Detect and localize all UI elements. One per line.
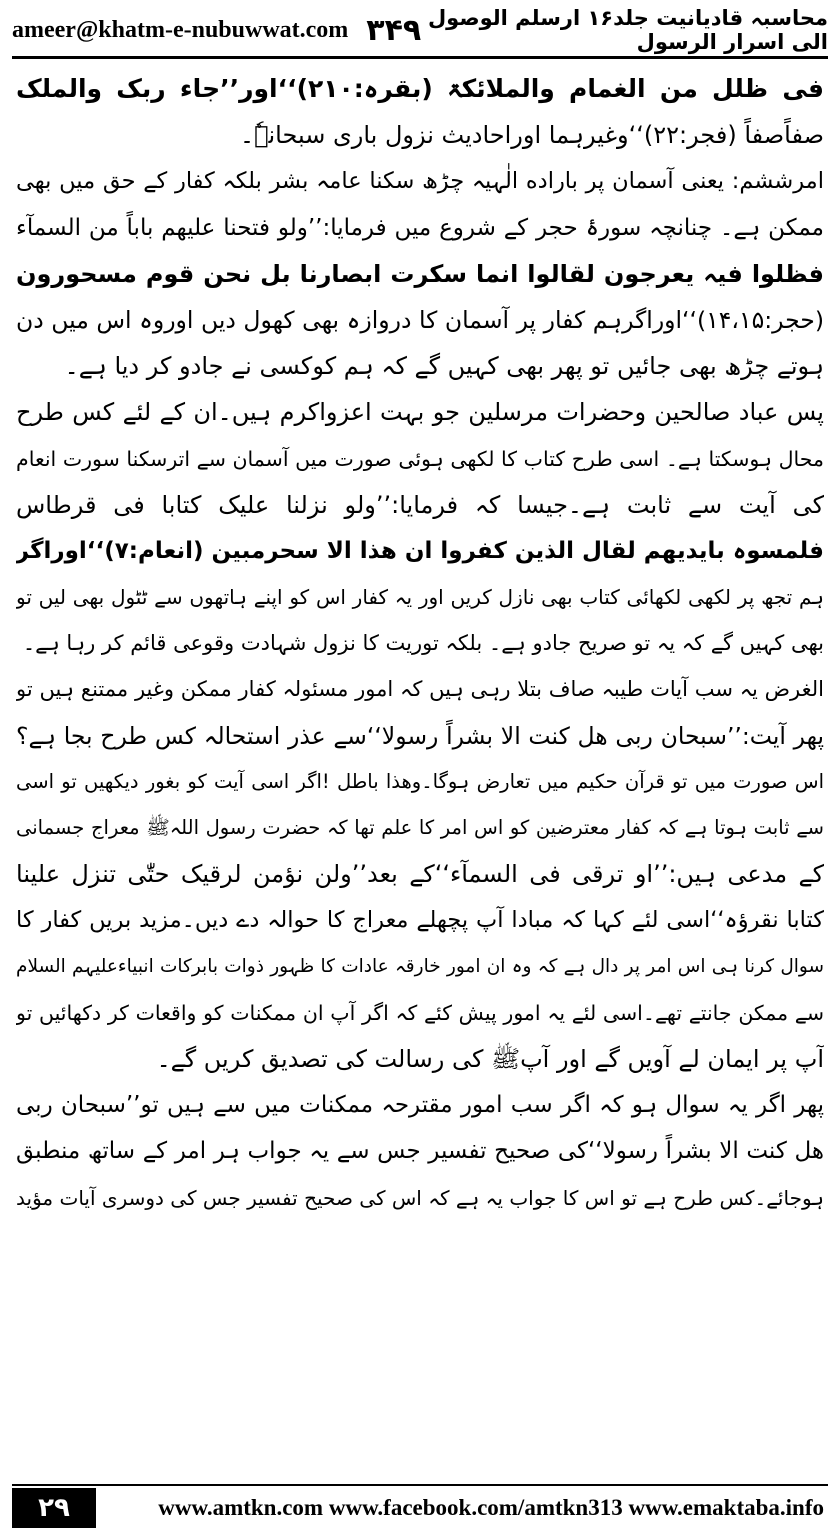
text-line: محال ہوسکتا ہے۔ اسی طرح کتاب کا لکھی ہوئی صورت میں آسمان سے اترسکنا سورت انعام [16, 446, 824, 471]
body-text [16, 66, 824, 1471]
text-line: سے ثابت ہوتا ہے کہ کفار معترضین کو اس امر کا علم تھا کہ حضرت رسول اللہﷺ معراج جسمانی [16, 816, 824, 839]
footer-page-label: ۲۹ [12, 1488, 96, 1528]
header-email: ameer@khatm-e-nubuwwat.com [12, 16, 349, 43]
page-footer [12, 1488, 828, 1528]
text-line: صفاًصفاً (فجر:۲۲)‘‘وغیرہما اوراحادیث نزول باری سبحانہٗ۔ [240, 121, 824, 150]
header-divider [12, 56, 828, 59]
text-line: فلمسوہ بایدیھم لقال الذین کفروا ان ھذا الا سحرمبین (انعام:۷)‘‘اوراگر [16, 537, 824, 564]
header-left [12, 13, 421, 48]
text-line: ہوجائے۔کس طرح ہے تو اس کا جواب یہ ہے کہ اس کی صحیح تفسیر جس کی دوسری آیات مؤید [16, 1185, 824, 1210]
text-line: آپ پر ایمان لے آویں گے اور آپﷺ کی رسالت کی تصدیق کریں گے۔ [156, 1044, 824, 1073]
footer-links: www.amtkn.com www.facebook.com/amtkn313 www.emaktaba.info [158, 1495, 824, 1520]
page-header [12, 8, 828, 52]
text-line: پھر اگر یہ سوال ہو کہ اگر سب امور مقترحہ ممکنات میں سے ہیں تو’’سبحان ربی [16, 1092, 824, 1119]
text-line: سوال کرنا ہی اس امر پر دال ہے کہ وہ ان امور خارقہ عادات کا ظہور ذوات بابرکات انبیاءعلیہم السلام [16, 955, 824, 977]
text-line: کی آیت سے ثابت ہے۔جیسا کہ فرمایا:’’ولو نزلنا علیک کتابا فی قرطاس [16, 490, 824, 519]
text-line: پھر آیت:’’سبحان ربی ھل کنت الا بشراً رسولا‘‘سے عذر استحالہ کس طرح بجا ہے؟ [16, 721, 824, 750]
text-line: سے ممکن جانتے تھے۔اسی لئے یہ امور پیش کئے کہ اگر آپ ان ممکنات کو واقعات کر دکھائیں تو [16, 1000, 824, 1025]
header-page-number: ۳۴۹ [366, 12, 422, 48]
text-line: الغرض یہ سب آیات طیبہ صاف بتلا رہی ہیں کہ امور مسئولہ کفار ممکن وغیر ممتنع ہیں تو [16, 677, 824, 702]
footer-divider [12, 1484, 828, 1486]
text-line: کے مدعی ہیں:’’او ترقی فی السمآء‘‘کے بعد’’ولن نؤمن لرقیک حتّٰی تنزل علینا [16, 860, 824, 889]
text-line: پس عباد صالحین وحضرات مرسلین جو بہت اعزواکرم ہیں۔ان کے لئے کس طرح [16, 398, 824, 427]
text-line: فی ظلل من الغمام والملائکۃ (بقرہ:۲۱۰)‘‘اور’’جاء ربک والملک [16, 74, 824, 103]
text-line: (حجر:۱۴،۱۵)‘‘اوراگرہم کفار پر آسمان کا دروازہ بھی کھول دیں اوروہ اس میں دن [16, 305, 824, 334]
text-line: ہم تجھ پر لکھی لکھائی کتاب بھی نازل کریں اور یہ کفار اس کو اپنے ہاتھوں سے ٹٹول بھی لیں تو [16, 585, 824, 610]
text-line: بھی کہیں گے کہ یہ تو صریح جادو ہے۔ بلکہ توریت کا نزول شہادت وقوعی قائم کر رہا ہے۔ [22, 631, 824, 656]
text-line: ھل کنت الا بشراً رسولا‘‘کی صحیح تفسیر جس سے یہ جواب ہر امر کے ساتھ منطبق [16, 1138, 824, 1165]
text-line: ہوتے چڑھ بھی جائیں تو پھر بھی کہیں گے کہ ہم کوکسی نے جادو کر دیا ہے۔ [64, 352, 824, 381]
text-line: ممکن ہے۔ چنانچہ سورۂ حجر کے شروع میں فرمایا:’’ولو فتحنا علیھم باباً من السمآء [16, 214, 824, 241]
text-line: اس صورت میں تو قرآن حکیم میں تعارض ہوگا۔وھذا باطل !اگر اسی آیت کو بغور دیکھیں تو اسی [16, 769, 824, 793]
header-title: محاسبہ قادیانیت جلد۱۶ ارسلم الوصول الی اسرار الرسول [427, 6, 828, 54]
text-line: کتابا نقرؤہ‘‘اسی لئے کہا کہ مبادا آپ پچھلے معراج کا حوالہ دے دیں۔مزید بریں کفار کا [16, 907, 824, 934]
text-line: امرششم: یعنی آسمان پر باراده الٰہیہ چڑھ سکنا عامہ بشر بلکہ کفار کے حق میں بھی [16, 168, 824, 195]
text-line: فظلوا فیہ یعرجون لقالوا انما سکرت ابصارنا بل نحن قوم مسحورون [16, 259, 824, 288]
